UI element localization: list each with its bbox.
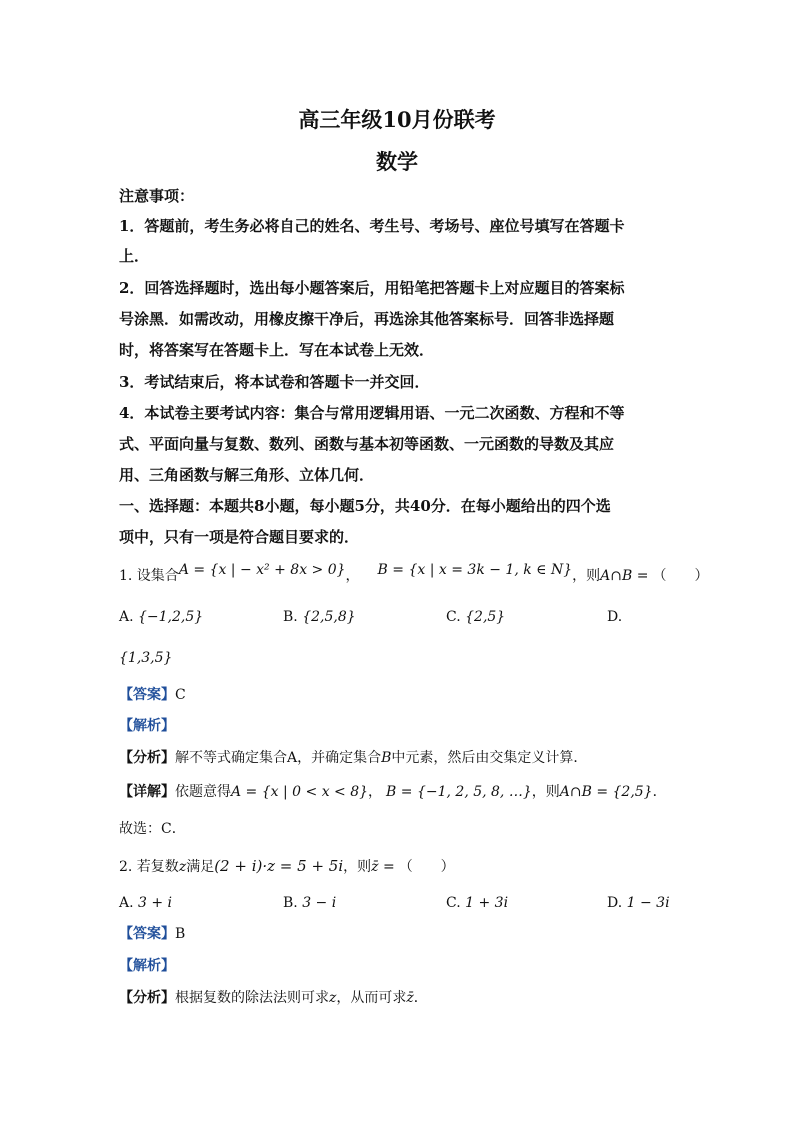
q1-option-c-label: C. (446, 609, 461, 625)
q1-option-b-value: {2,5,8} (302, 609, 356, 625)
q2-option-b (283, 893, 336, 913)
section-1-line-1: 一、选择题：本题共8小题，每小题5分，共40分．在每小题给出的四个选 (119, 497, 611, 515)
q2-fenxi-text-2: ，从而可求 (336, 990, 407, 1006)
q1-option-a-label: A. (119, 609, 134, 625)
q2-answer-value: B (175, 926, 186, 942)
exam-subject: 数学 (376, 149, 418, 174)
q1-option-a (119, 607, 203, 627)
q1-prefix: 1. 设集合 (119, 568, 179, 584)
q2-answer (119, 924, 679, 944)
q1-detail-set-b: B = {−1, 2, 5, 8, …} (386, 784, 532, 800)
q2-option-b-label: B. (283, 895, 298, 911)
q2-fenxi-zbar: z̄ (406, 990, 414, 1006)
q2-option-a (119, 893, 172, 913)
q1-fenxi-text-2: 中元素，然后由交集定义计算． (391, 750, 588, 766)
notice-item-2-line-2: 号涂黑．如需改动，用橡皮擦干净后，再选涂其他答案标号．回答非选择题 (119, 310, 615, 328)
q1-conclusion: 故选：C． (119, 821, 186, 837)
q2-option-a-label: A. (119, 895, 134, 911)
q2-option-b-value: 3 − i (302, 895, 337, 911)
notice-item-3: 3．考试结束后，将本试卷和答题卡一并交回． (119, 373, 430, 391)
q1-detail (119, 782, 679, 802)
q1-option-b (283, 607, 356, 627)
question-2-stem (119, 856, 679, 877)
q1-fenxi-text-1: 解不等式确定集合A，并确定集合 (175, 750, 382, 766)
q1-ask-suffix: （ ） (652, 568, 709, 584)
q2-option-c (446, 893, 508, 913)
q1-fenxi (119, 748, 679, 768)
q2-option-a-value: 3 + i (138, 895, 173, 911)
q2-option-d-value: 1 − 3i (626, 895, 670, 911)
q1-detail-text-2: ，则 (531, 784, 560, 800)
q1-option-d-label: D. (607, 609, 623, 625)
q1-detail-sep: ， (368, 784, 383, 800)
q1-detail-set-a: A = {x | 0 < x < 8} (231, 784, 369, 800)
q2-zbar: z̄ = (371, 859, 395, 875)
q1-fenxi-tag: 【分析】 (119, 750, 175, 766)
q1-fenxi-b: B (381, 750, 392, 766)
q2-answer-tag: 【答案】 (119, 926, 175, 942)
q1-sep: ， (345, 568, 360, 584)
q1-ask-prefix: ，则 (572, 568, 601, 584)
q1-set-b: B = {x | x = 3k − 1, k ∈ N} (377, 562, 573, 578)
notice-item-4-line-2: 式、平面向量与复数、数列、函数与基本初等函数、一元函数的导数及其应 (119, 435, 615, 453)
question-1-stem (119, 562, 709, 586)
q1-detail-text-1: 依题意得 (175, 784, 231, 800)
q1-option-b-label: B. (283, 609, 298, 625)
q2-fenxi-tag: 【分析】 (119, 990, 175, 1006)
q2-prefix: 2. 若复数 (119, 859, 179, 875)
notice-item-4-line-3: 用、三角函数与解三角形、立体几何． (119, 466, 375, 484)
q1-option-a-value: {−1,2,5} (138, 609, 204, 625)
notice-item-1-line-2: 上． (119, 247, 150, 265)
q2-option-d-label: D. (607, 895, 623, 911)
q1-option-c-value: {2,5} (465, 609, 506, 625)
notice-item-4-line-1: 4．本试卷主要考试内容：集合与常用逻辑用语、一元二次函数、方程和不等 (119, 404, 625, 422)
notice-item-2-line-3: 时，将答案写在答题卡上．写在本试卷上无效． (119, 341, 435, 359)
q2-option-c-label: C. (446, 895, 461, 911)
q1-ask-expr: A∩B = (600, 568, 649, 584)
q1-set-a: A = {x | − x² + 8x > 0} (178, 562, 346, 578)
notice-item-2-line-1: 2．回答选择题时，选出每小题答案后，用铅笔把答题卡上对应题目的答案标 (119, 279, 625, 297)
q2-equation: (2 + i)·z = 5 + 5i (214, 857, 344, 875)
q2-ask-suffix: （ ） (398, 859, 455, 875)
q1-detail-result: A∩B = {2,5} (559, 784, 653, 800)
q2-z: z (178, 859, 187, 875)
q2-fenxi-z: z (329, 990, 337, 1006)
q2-option-d (607, 893, 670, 913)
q2-mid: 满足 (186, 859, 215, 875)
notice-heading: 注意事项： (119, 187, 195, 205)
q2-analysis-tag: 【解析】 (119, 958, 175, 974)
q2-fenxi-text-1: 根据复数的除法法则可求 (175, 990, 329, 1006)
q1-answer-tag: 【答案】 (119, 687, 175, 703)
section-1-line-2: 项中，只有一项是符合题目要求的． (119, 528, 360, 546)
q1-detail-end: ． (652, 784, 667, 800)
q1-answer (119, 685, 679, 705)
q1-option-c (446, 607, 505, 627)
q1-analysis-tag: 【解析】 (119, 718, 175, 734)
q1-option-d-value: {1,3,5} (119, 650, 173, 666)
q1-answer-value: C (175, 687, 186, 703)
q2-fenxi-end: ． (413, 990, 428, 1006)
q2-option-c-value: 1 + 3i (465, 895, 509, 911)
q2-fenxi (119, 988, 679, 1008)
exam-title: 高三年级10月份联考 (298, 107, 496, 132)
notice-item-1-line-1: 1．答题前，考生务必将自己的姓名、考生号、考场号、座位号填写在答题卡 (119, 217, 625, 235)
q2-ask-prefix: ，则 (343, 859, 372, 875)
q1-detail-tag: 【详解】 (119, 784, 175, 800)
